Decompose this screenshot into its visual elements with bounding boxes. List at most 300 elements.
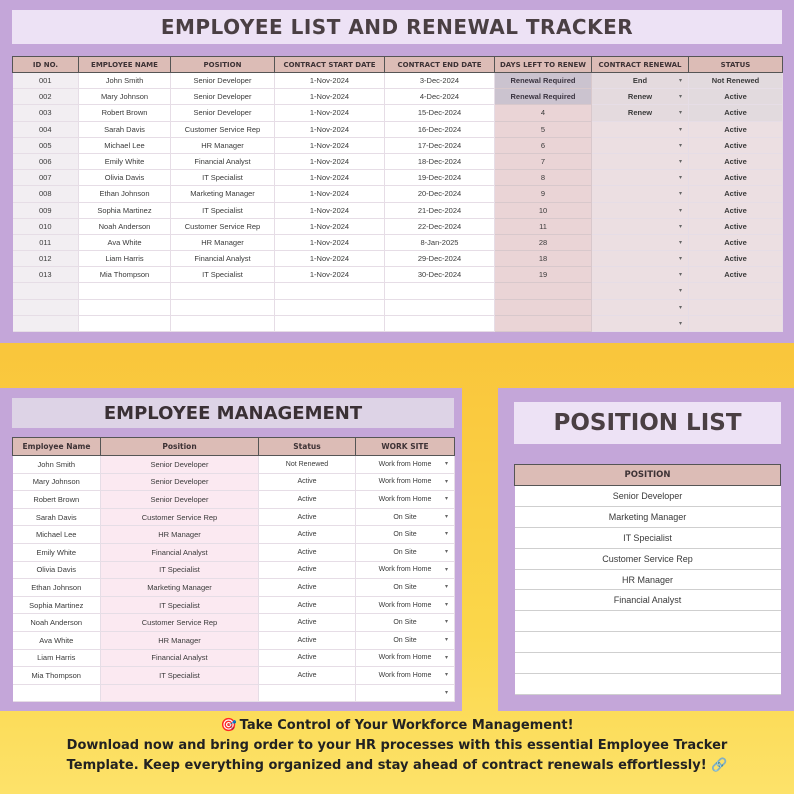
name-cell[interactable]: Mia Thompson: [79, 267, 171, 283]
end-date-cell[interactable]: 3-Dec-2024: [385, 73, 495, 89]
renewal-dropdown[interactable]: [592, 153, 689, 169]
empty-cell[interactable]: [385, 315, 495, 331]
start-date-cell[interactable]: 1-Nov-2024: [275, 121, 385, 137]
name-cell[interactable]: Mary Johnson: [79, 89, 171, 105]
name-cell[interactable]: Ethan Johnson: [79, 186, 171, 202]
mgmt-status-cell: Not Renewed: [259, 456, 356, 474]
mgmt-col-name: Employee Name: [13, 438, 101, 456]
empty-cell[interactable]: [13, 299, 79, 315]
mgmt-status-cell: Active: [259, 473, 356, 491]
management-row: [13, 614, 455, 632]
tracker-banner: [12, 10, 782, 44]
mgmt-position-cell[interactable]: IT Specialist: [101, 561, 259, 579]
tracker-row: [13, 89, 783, 105]
position-cell[interactable]: Senior Developer: [171, 73, 275, 89]
mgmt-col-position: Position: [101, 438, 259, 456]
tracker-title: EMPLOYEE LIST AND RENEWAL TRACKER: [160, 15, 634, 39]
mgmt-name-cell[interactable]: Mary Johnson: [13, 473, 101, 491]
end-date-cell[interactable]: 4-Dec-2024: [385, 89, 495, 105]
work-site-dropdown[interactable]: On Site ▾: [356, 614, 455, 632]
position-row: [515, 486, 781, 507]
renewal-dropdown[interactable]: Renew ▾: [592, 105, 689, 121]
position-col-header: POSITION: [515, 465, 781, 486]
name-cell[interactable]: Olivia Davis: [79, 170, 171, 186]
position-empty-row: [515, 653, 781, 674]
work-site-dropdown[interactable]: On Site ▾: [356, 526, 455, 544]
management-row: [13, 456, 455, 474]
mgmt-name-cell[interactable]: Emily White: [13, 543, 101, 561]
end-date-cell[interactable]: 17-Dec-2024: [385, 137, 495, 153]
promo-footer: [0, 716, 794, 776]
chevron-down-icon[interactable]: ▾: [678, 223, 682, 230]
position-cell[interactable]: HR Manager: [171, 234, 275, 250]
tracker-header-row: [13, 57, 783, 73]
days-left-cell: Renewal Required: [495, 73, 592, 89]
mgmt-position-cell[interactable]: Financial Analyst: [101, 543, 259, 561]
management-table: [12, 437, 455, 702]
col-header-status: STATUS: [689, 57, 783, 73]
mgmt-position-cell[interactable]: HR Manager: [101, 526, 259, 544]
id-cell[interactable]: 004: [13, 121, 79, 137]
position-cell[interactable]: HR Manager: [171, 137, 275, 153]
position-table: [514, 464, 781, 695]
mgmt-position-cell[interactable]: Financial Analyst: [101, 649, 259, 667]
col-header-end: CONTRACT END DATE: [385, 57, 495, 73]
position-panel: [498, 388, 794, 711]
mgmt-col-site: WORK SITE: [356, 438, 455, 456]
status-cell: Active: [689, 153, 783, 169]
chevron-down-icon[interactable]: ▾: [444, 461, 448, 467]
chevron-down-icon[interactable]: ▾: [678, 272, 682, 279]
days-left-cell: 19: [495, 267, 592, 283]
days-left-cell: 4: [495, 105, 592, 121]
position-cell[interactable]: Financial Analyst: [171, 153, 275, 169]
status-cell: Active: [689, 121, 783, 137]
management-header-row: [13, 438, 455, 456]
tracker-row: [13, 218, 783, 234]
mgmt-name-cell[interactable]: Olivia Davis: [13, 561, 101, 579]
days-left-cell: 10: [495, 202, 592, 218]
work-site-dropdown[interactable]: Work from Home ▾: [356, 667, 455, 685]
tracker-row: [13, 73, 783, 89]
management-row: [13, 667, 455, 685]
mgmt-position-cell[interactable]: HR Manager: [101, 631, 259, 649]
mgmt-name-cell[interactable]: Liam Harris: [13, 649, 101, 667]
position-cell[interactable]: IT Specialist: [171, 202, 275, 218]
position-row: [515, 548, 781, 569]
status-cell: Active: [689, 137, 783, 153]
management-row: [13, 473, 455, 491]
col-header-days: DAYS LEFT TO RENEW: [495, 57, 592, 73]
renewal-dropdown[interactable]: [592, 202, 689, 218]
position-row: [515, 506, 781, 527]
management-row: [13, 543, 455, 561]
chevron-down-icon[interactable]: ▾: [678, 256, 682, 263]
name-cell[interactable]: Michael Lee: [79, 137, 171, 153]
chevron-down-icon[interactable]: ▾: [678, 158, 682, 165]
id-cell[interactable]: 007: [13, 170, 79, 186]
tracker-row: [13, 234, 783, 250]
work-site-dropdown[interactable]: Work from Home ▾: [356, 456, 455, 474]
position-row: [515, 590, 781, 611]
status-cell: Active: [689, 170, 783, 186]
work-site-dropdown[interactable]: Work from Home ▾: [356, 649, 455, 667]
mgmt-status-cell: Active: [259, 491, 356, 509]
mgmt-status-cell: Active: [259, 543, 356, 561]
mgmt-status-cell: Active: [259, 508, 356, 526]
end-date-cell[interactable]: 20-Dec-2024: [385, 186, 495, 202]
chevron-down-icon[interactable]: ▾: [444, 619, 448, 626]
tracker-row: [13, 105, 783, 121]
chevron-down-icon[interactable]: ▾: [678, 78, 682, 84]
management-empty-row: [13, 684, 455, 702]
id-cell[interactable]: 009: [13, 202, 79, 218]
position-item[interactable]: HR Manager: [515, 569, 781, 590]
col-header-id: ID NO.: [13, 57, 79, 73]
position-item[interactable]: Financial Analyst: [515, 590, 781, 611]
renewal-dropdown[interactable]: [592, 121, 689, 137]
position-row: [515, 527, 781, 548]
position-cell[interactable]: Marketing Manager: [171, 186, 275, 202]
mgmt-name-cell[interactable]: Sophia Martinez: [13, 596, 101, 614]
mgmt-status-cell: Active: [259, 667, 356, 685]
end-date-cell[interactable]: 22-Dec-2024: [385, 218, 495, 234]
empty-cell[interactable]: [79, 315, 171, 331]
id-cell[interactable]: 003: [13, 105, 79, 121]
position-header-row: [515, 465, 781, 486]
tracker-row: [13, 186, 783, 202]
id-cell[interactable]: 001: [13, 73, 79, 89]
empty-cell[interactable]: [592, 283, 689, 299]
empty-cell[interactable]: [356, 684, 455, 702]
start-date-cell[interactable]: 1-Nov-2024: [275, 105, 385, 121]
position-title: POSITION LIST: [553, 410, 742, 436]
tracker-empty-row: [13, 283, 783, 299]
chevron-down-icon[interactable]: ▾: [444, 531, 448, 538]
management-banner: [12, 398, 454, 428]
empty-cell[interactable]: [515, 653, 781, 674]
empty-cell[interactable]: [13, 315, 79, 331]
link-icon: 🔗: [711, 758, 728, 773]
management-row: [13, 526, 455, 544]
status-cell: Not Renewed: [689, 73, 783, 89]
management-row: [13, 596, 455, 614]
status-cell: Active: [689, 251, 783, 267]
footer-line-2: Download now and bring order to your HR processes with this essential Employee Tracker: [66, 738, 728, 753]
chevron-down-icon[interactable]: ▾: [678, 175, 682, 182]
chevron-down-icon[interactable]: ▾: [444, 601, 448, 608]
empty-cell[interactable]: [275, 299, 385, 315]
position-row: [515, 569, 781, 590]
empty-cell[interactable]: [79, 299, 171, 315]
end-date-cell[interactable]: 30-Dec-2024: [385, 267, 495, 283]
empty-cell[interactable]: [385, 299, 495, 315]
chevron-down-icon[interactable]: ▾: [678, 239, 682, 246]
tracker-row: [13, 267, 783, 283]
management-title: EMPLOYEE MANAGEMENT: [103, 402, 363, 424]
management-row: [13, 508, 455, 526]
name-cell[interactable]: Sophia Martinez: [79, 202, 171, 218]
mgmt-name-cell[interactable]: Mia Thompson: [13, 667, 101, 685]
chevron-down-icon[interactable]: ▾: [444, 513, 448, 520]
status-cell: Active: [689, 267, 783, 283]
chevron-down-icon[interactable]: ▾: [678, 110, 682, 117]
days-left-cell: 18: [495, 251, 592, 267]
mgmt-name-cell[interactable]: Sarah Davis: [13, 508, 101, 526]
empty-cell[interactable]: [689, 299, 783, 315]
renewal-dropdown[interactable]: Renew ▾: [592, 89, 689, 105]
position-item[interactable]: Marketing Manager: [515, 506, 781, 527]
tracker-panel: [0, 0, 794, 343]
start-date-cell[interactable]: 1-Nov-2024: [275, 218, 385, 234]
name-cell[interactable]: Noah Anderson: [79, 218, 171, 234]
end-date-cell[interactable]: 8-Jan-2025: [385, 234, 495, 250]
position-cell[interactable]: Senior Developer: [171, 105, 275, 121]
start-date-cell[interactable]: 1-Nov-2024: [275, 137, 385, 153]
chevron-down-icon[interactable]: ▾: [678, 288, 682, 295]
empty-cell[interactable]: [515, 674, 781, 695]
days-left-cell: 5: [495, 121, 592, 137]
work-site-dropdown[interactable]: On Site ▾: [356, 508, 455, 526]
id-cell[interactable]: 011: [13, 234, 79, 250]
position-cell[interactable]: Customer Service Rep: [171, 218, 275, 234]
footer-line-3-text: Template. Keep everything organized and stay ahead of contract renewals effortlessly!: [66, 758, 707, 773]
mgmt-status-cell: Active: [259, 649, 356, 667]
management-row: [13, 579, 455, 597]
renewal-dropdown[interactable]: [592, 137, 689, 153]
chevron-down-icon[interactable]: ▾: [678, 142, 682, 149]
work-site-dropdown[interactable]: Work from Home ▾: [356, 473, 455, 491]
name-cell[interactable]: Robert Brown: [79, 105, 171, 121]
start-date-cell[interactable]: 1-Nov-2024: [275, 186, 385, 202]
management-row: [13, 561, 455, 579]
mgmt-status-cell: Active: [259, 631, 356, 649]
days-left-cell: 8: [495, 170, 592, 186]
name-cell[interactable]: Ava White: [79, 234, 171, 250]
name-cell[interactable]: Sarah Davis: [79, 121, 171, 137]
mgmt-name-cell[interactable]: John Smith: [13, 456, 101, 474]
mgmt-position-cell[interactable]: Customer Service Rep: [101, 508, 259, 526]
days-left-cell: 28: [495, 234, 592, 250]
status-cell: Active: [689, 202, 783, 218]
empty-cell[interactable]: [101, 684, 259, 702]
empty-cell[interactable]: [689, 283, 783, 299]
empty-cell[interactable]: [689, 315, 783, 331]
empty-cell[interactable]: [592, 315, 689, 331]
status-cell: Active: [689, 234, 783, 250]
mgmt-position-cell[interactable]: IT Specialist: [101, 667, 259, 685]
id-cell[interactable]: 008: [13, 186, 79, 202]
mgmt-status-cell: Active: [259, 561, 356, 579]
start-date-cell[interactable]: 1-Nov-2024: [275, 153, 385, 169]
mgmt-status-cell: Active: [259, 614, 356, 632]
days-left-cell: 9: [495, 186, 592, 202]
status-cell: Active: [689, 218, 783, 234]
mgmt-name-cell[interactable]: Noah Anderson: [13, 614, 101, 632]
end-date-cell[interactable]: 29-Dec-2024: [385, 251, 495, 267]
position-cell[interactable]: Senior Developer: [171, 89, 275, 105]
work-site-dropdown[interactable]: Work from Home ▾: [356, 491, 455, 509]
start-date-cell[interactable]: 1-Nov-2024: [275, 251, 385, 267]
position-empty-row: [515, 632, 781, 653]
empty-cell[interactable]: [259, 684, 356, 702]
name-cell[interactable]: John Smith: [79, 73, 171, 89]
empty-cell[interactable]: [13, 684, 101, 702]
empty-cell[interactable]: [171, 283, 275, 299]
id-cell[interactable]: 002: [13, 89, 79, 105]
mgmt-name-cell[interactable]: Robert Brown: [13, 491, 101, 509]
end-date-cell[interactable]: 18-Dec-2024: [385, 153, 495, 169]
start-date-cell[interactable]: 1-Nov-2024: [275, 202, 385, 218]
footer-line-3: [0, 756, 794, 776]
mgmt-position-cell[interactable]: Customer Service Rep: [101, 614, 259, 632]
chevron-down-icon[interactable]: ▾: [678, 304, 682, 311]
empty-cell[interactable]: [275, 315, 385, 331]
renewal-dropdown[interactable]: [592, 234, 689, 250]
days-left-cell: 7: [495, 153, 592, 169]
work-site-dropdown[interactable]: Work from Home ▾: [356, 561, 455, 579]
chevron-down-icon[interactable]: ▾: [444, 478, 448, 485]
management-row: [13, 649, 455, 667]
position-empty-row: [515, 611, 781, 632]
empty-cell[interactable]: [13, 283, 79, 299]
chevron-down-icon[interactable]: ▾: [444, 584, 448, 591]
chevron-down-icon[interactable]: ▾: [444, 654, 448, 661]
footer-line-1: [0, 716, 794, 736]
renewal-dropdown[interactable]: [592, 186, 689, 202]
col-header-renewal: CONTRACT RENEWAL: [592, 57, 689, 73]
mgmt-status-cell: Active: [259, 596, 356, 614]
work-site-dropdown[interactable]: On Site ▾: [356, 543, 455, 561]
id-cell[interactable]: 005: [13, 137, 79, 153]
work-site-dropdown[interactable]: Work from Home ▾: [356, 596, 455, 614]
target-icon: 🎯: [220, 718, 237, 733]
chevron-down-icon[interactable]: ▾: [678, 207, 682, 214]
work-site-dropdown[interactable]: On Site ▾: [356, 579, 455, 597]
end-date-cell[interactable]: 15-Dec-2024: [385, 105, 495, 121]
start-date-cell[interactable]: 1-Nov-2024: [275, 73, 385, 89]
id-cell[interactable]: 010: [13, 218, 79, 234]
position-cell[interactable]: IT Specialist: [171, 267, 275, 283]
empty-cell[interactable]: [592, 299, 689, 315]
col-header-name: EMPLOYEE NAME: [79, 57, 171, 73]
tracker-row: [13, 121, 783, 137]
tracker-table: [12, 56, 783, 332]
end-date-cell[interactable]: 16-Dec-2024: [385, 121, 495, 137]
empty-cell[interactable]: [171, 299, 275, 315]
days-left-cell: Renewal Required: [495, 89, 592, 105]
empty-cell[interactable]: [79, 283, 171, 299]
end-date-cell[interactable]: 21-Dec-2024: [385, 202, 495, 218]
position-cell[interactable]: IT Specialist: [171, 170, 275, 186]
chevron-down-icon[interactable]: ▾: [444, 496, 448, 503]
id-cell[interactable]: 012: [13, 251, 79, 267]
days-left-cell: 6: [495, 137, 592, 153]
empty-cell[interactable]: [495, 315, 592, 331]
chevron-down-icon[interactable]: ▾: [444, 689, 448, 696]
position-cell[interactable]: Financial Analyst: [171, 251, 275, 267]
mgmt-name-cell[interactable]: Ethan Johnson: [13, 579, 101, 597]
chevron-down-icon[interactable]: ▾: [444, 548, 448, 555]
empty-cell[interactable]: [495, 299, 592, 315]
renewal-dropdown[interactable]: [592, 218, 689, 234]
tracker-row: [13, 170, 783, 186]
start-date-cell[interactable]: 1-Nov-2024: [275, 267, 385, 283]
footer-headline: Take Control of Your Workforce Management!: [239, 718, 574, 733]
start-date-cell[interactable]: 1-Nov-2024: [275, 234, 385, 250]
tracker-row: [13, 137, 783, 153]
empty-cell[interactable]: [385, 283, 495, 299]
empty-cell[interactable]: [275, 283, 385, 299]
mgmt-status-cell: Active: [259, 526, 356, 544]
id-cell[interactable]: 013: [13, 267, 79, 283]
position-item[interactable]: Senior Developer: [515, 486, 781, 507]
position-banner: [514, 402, 781, 444]
renewal-dropdown[interactable]: [592, 170, 689, 186]
position-cell[interactable]: Customer Service Rep: [171, 121, 275, 137]
empty-cell[interactable]: [515, 611, 781, 632]
mgmt-position-cell[interactable]: Senior Developer: [101, 456, 259, 474]
status-cell: Active: [689, 89, 783, 105]
tracker-empty-row: [13, 315, 783, 331]
management-panel: [0, 388, 462, 711]
mgmt-name-cell[interactable]: Ava White: [13, 631, 101, 649]
mgmt-status-cell: Active: [259, 579, 356, 597]
mgmt-col-status: Status: [259, 438, 356, 456]
status-cell: Active: [689, 186, 783, 202]
empty-cell[interactable]: [515, 632, 781, 653]
position-item[interactable]: IT Specialist: [515, 527, 781, 548]
chevron-down-icon[interactable]: ▾: [444, 566, 448, 573]
management-row: [13, 631, 455, 649]
empty-cell[interactable]: [171, 315, 275, 331]
mgmt-position-cell[interactable]: Marketing Manager: [101, 579, 259, 597]
status-cell: Active: [689, 105, 783, 121]
start-date-cell[interactable]: 1-Nov-2024: [275, 170, 385, 186]
mgmt-position-cell[interactable]: IT Specialist: [101, 596, 259, 614]
chevron-down-icon[interactable]: ▾: [678, 94, 682, 101]
chevron-down-icon[interactable]: ▾: [444, 672, 448, 679]
col-header-start: CONTRACT START DATE: [275, 57, 385, 73]
position-item[interactable]: Customer Service Rep: [515, 548, 781, 569]
work-site-dropdown[interactable]: On Site ▾: [356, 631, 455, 649]
name-cell[interactable]: Emily White: [79, 153, 171, 169]
chevron-down-icon[interactable]: ▾: [678, 320, 682, 327]
tracker-row: [13, 251, 783, 267]
chevron-down-icon[interactable]: ▾: [678, 126, 682, 133]
position-empty-row: [515, 674, 781, 695]
name-cell[interactable]: Liam Harris: [79, 251, 171, 267]
renewal-dropdown[interactable]: [592, 251, 689, 267]
mgmt-position-cell[interactable]: Senior Developer: [101, 473, 259, 491]
tracker-row: [13, 202, 783, 218]
tracker-empty-row: [13, 299, 783, 315]
col-header-position: POSITION: [171, 57, 275, 73]
days-left-cell: 11: [495, 218, 592, 234]
end-date-cell[interactable]: 19-Dec-2024: [385, 170, 495, 186]
renewal-dropdown[interactable]: End ▾: [592, 73, 689, 89]
tracker-row: [13, 153, 783, 169]
start-date-cell[interactable]: 1-Nov-2024: [275, 89, 385, 105]
management-row: [13, 491, 455, 509]
mgmt-position-cell[interactable]: Senior Developer: [101, 491, 259, 509]
renewal-dropdown[interactable]: [592, 267, 689, 283]
empty-cell[interactable]: [495, 283, 592, 299]
chevron-down-icon[interactable]: ▾: [444, 636, 448, 643]
mgmt-name-cell[interactable]: Michael Lee: [13, 526, 101, 544]
chevron-down-icon[interactable]: ▾: [678, 191, 682, 198]
id-cell[interactable]: 006: [13, 153, 79, 169]
